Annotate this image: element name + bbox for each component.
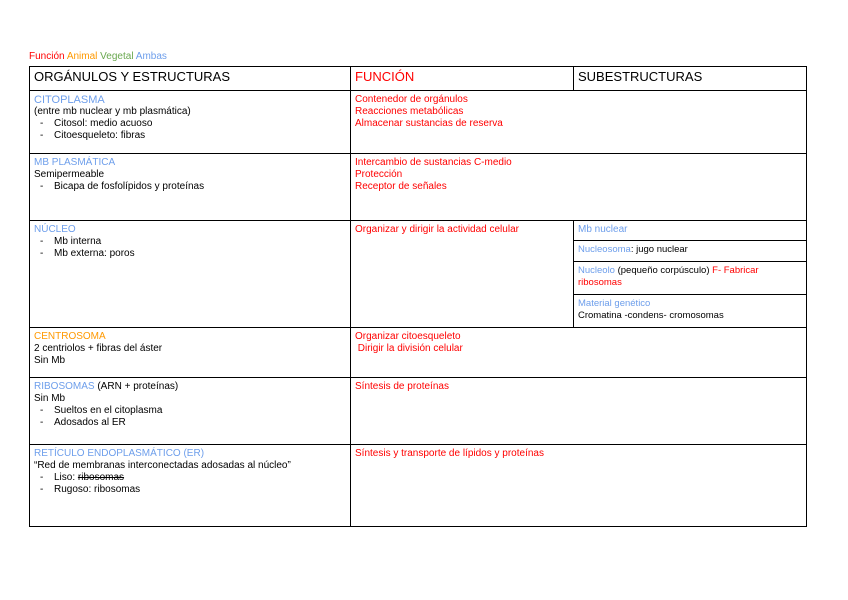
nucleo-funcion: Organizar y dirigir la actividad celular (351, 221, 574, 328)
nucleolo-text: (pequeño corpúsculo) (614, 265, 713, 276)
list-item: - Bicapa de fosfolípidos y proteínas (34, 181, 346, 193)
reticulo-list (34, 472, 346, 496)
centrosoma-funcion (351, 328, 807, 378)
funcion-line: Contenedor de orgánulos (355, 94, 468, 105)
citoplasma-funcion (351, 91, 807, 154)
cell-nucleo (30, 221, 351, 328)
color-legend (29, 51, 167, 62)
list-item: - Rugoso: ribosomas (34, 484, 346, 496)
material-genetico-label: Material genético (578, 298, 651, 309)
header-subestructuras: SUBESTRUCTURAS (574, 67, 807, 91)
legend-animal: Animal (66, 51, 98, 62)
citoplasma-title: CITOPLASMA (34, 94, 105, 106)
liso-struck-text: ribosomas (77, 472, 125, 483)
nucleo-list (34, 236, 346, 260)
nucleosoma-text: : jugo nuclear (630, 244, 688, 255)
table-row (30, 154, 807, 221)
list-item: - Mb interna (34, 236, 346, 248)
cell-centrosoma (30, 328, 351, 378)
list-item: - Citosol: medio acuoso (34, 118, 346, 130)
funcion-line: Intercambio de sustancias C-medio (355, 157, 512, 168)
citoplasma-list (34, 118, 346, 142)
centrosoma-title: CENTROSOMA (34, 331, 106, 342)
nucleo-title: NÚCLEO (34, 224, 76, 235)
table-row (30, 328, 807, 378)
ribosomas-title: RIBOSOMAS (34, 381, 95, 392)
table-row (30, 221, 807, 241)
funcion-line: Receptor de señales (355, 181, 447, 192)
ribosomas-line1: Sin Mb (34, 393, 66, 404)
list-item: - Mb externa: poros (34, 248, 346, 260)
sub-mb-nuclear: Mb nuclear (574, 221, 807, 241)
mb-plasmatica-funcion (351, 154, 807, 221)
list-item: - Adosados al ER (34, 417, 346, 429)
mb-plasmatica-title: MB PLASMÁTICA (34, 157, 116, 168)
table-row (30, 445, 807, 527)
list-item: - Citoesqueleto: fibras (34, 130, 346, 142)
ribosomas-list (34, 405, 346, 429)
list-item (34, 472, 346, 484)
table-row (30, 378, 807, 445)
funcion-line: Organizar citoesqueleto (355, 331, 461, 342)
sub-nucleosoma (574, 241, 807, 262)
header-organulos: ORGÁNULOS Y ESTRUCTURAS (30, 67, 351, 91)
liso-label: Liso: (54, 472, 78, 483)
sub-nucleolo (574, 262, 807, 295)
cell-ribosomas (30, 378, 351, 445)
reticulo-title: RETÍCULO ENDOPLASMÁTICO (ER) (34, 448, 205, 459)
funcion-line: Dirigir la división celular (355, 343, 463, 354)
mb-plasmatica-desc: Semipermeable (34, 169, 105, 180)
nucleolo-funcion: F- Fabricar ribosomas (578, 265, 759, 288)
centrosoma-line1: 2 centriolos + fibras del áster (34, 343, 163, 354)
nucleolo-label: Nucleolo (578, 265, 615, 276)
reticulo-quote: “Red de membranas interconectadas adosadas al núcleo” (34, 460, 291, 471)
table-row (30, 91, 807, 154)
legend-vegetal: Vegetal (100, 51, 134, 62)
funcion-line: Protección (355, 169, 403, 180)
ribosomas-heading (34, 381, 346, 393)
material-genetico-text: Cromatina -condens- cromosomas (578, 310, 724, 321)
organelles-table (29, 66, 807, 527)
reticulo-funcion: Síntesis y transporte de lípidos y proteínas (351, 445, 807, 527)
citoplasma-desc: (entre mb nuclear y mb plasmática) (34, 106, 191, 117)
sub-material-genetico (574, 295, 807, 328)
ribosomas-funcion: Síntesis de proteínas (351, 378, 807, 445)
centrosoma-line2: Sin Mb (34, 355, 66, 366)
mb-plasmatica-list (34, 181, 346, 193)
legend-funcion: Función (29, 51, 65, 62)
list-item: - Sueltos en el citoplasma (34, 405, 346, 417)
cell-mb-plasmatica (30, 154, 351, 221)
header-funcion: FUNCIÓN (351, 67, 574, 91)
cell-reticulo (30, 445, 351, 527)
nucleosoma-label: Nucleosoma (578, 244, 631, 255)
ribosomas-title-extra: (ARN + proteínas) (94, 381, 179, 392)
funcion-line: Almacenar sustancias de reserva (355, 118, 503, 129)
cell-citoplasma (30, 91, 351, 154)
legend-ambas: Ambas (135, 51, 167, 62)
funcion-line: Reacciones metabólicas (355, 106, 464, 117)
table-header-row (30, 67, 807, 91)
